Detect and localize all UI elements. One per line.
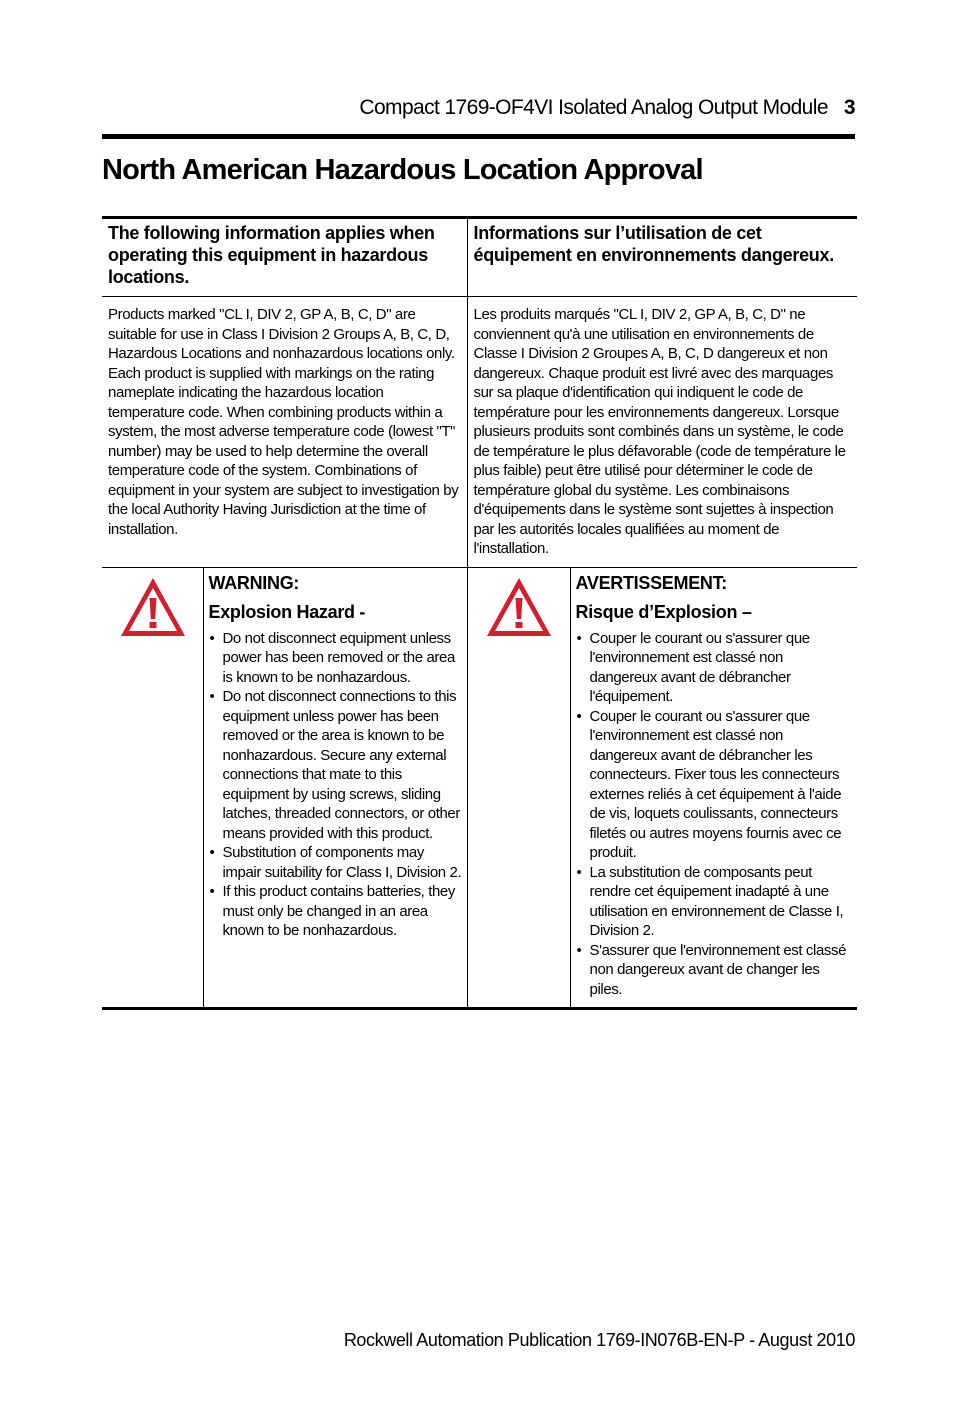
page-number: 3 [843, 96, 855, 119]
footer-publication: Rockwell Automation Publication 1769-IN076B-EN-P - August 2010 [343, 1330, 855, 1350]
list-item: • Couper le courant ou s'assurer que l'environnement est classé non dangereux avant de débrancher l'équipement. [576, 629, 854, 707]
running-header [102, 96, 855, 120]
french-warning-subtitle: Risque d’Explosion – [575, 601, 752, 622]
section-title: North American Hazardous Location Approval [102, 154, 703, 186]
list-item: • La substitution de composants peut rendre cet équipement inadapté à une utilisation en environnement de Classe I, Division 2. [576, 863, 854, 941]
english-warning [203, 567, 467, 1009]
list-item: • Do not disconnect connections to this equipment unless power has been removed or the area is known to be nonhazardous. Secure any external connections that mate to this equipment by using screws, sliding latches, threaded connectors, or other means provided with this product. [209, 687, 463, 843]
french-warning [570, 567, 857, 1009]
english-heading: The following information applies when operating this equipment in hazardous locations. [102, 218, 467, 297]
table-header-row [102, 218, 857, 297]
french-body: Les produits marqués "CL I, DIV 2, GP A, B, C, D" ne conviennent qu'à une utilisation en environnements de Classe I Division 2 Groupes A, B, C, D dangereux et non dangereux. Chaque produit est livré avec des marquages sur sa plaque d'identification qui indiquent le code de température pour les environnements dangereux. Lorsque plusieurs produits sont combinés dans un système, le code de température le plus défavorable (code de température le plus faible) peut être utilisé pour déterminer le code de température global du système. Les combinaisons d'équipements dans le système sont sujettes à inspection par les autorités locales qualifiées au moment de l'installation. [467, 297, 857, 568]
warning-triangle-icon [119, 576, 187, 638]
hazardous-location-table [102, 216, 857, 1010]
french-heading: Informations sur l’utilisation de cet équipement en environnements dangereux. [467, 218, 857, 297]
list-item: • Substitution of components may impair suitability for Class I, Division 2. [209, 843, 463, 882]
english-warning-list [209, 629, 463, 941]
list-item: • S'assurer que l'environnement est classé non dangereux avant de changer les piles. [576, 941, 854, 1000]
header-title: Compact 1769-OF4VI Isolated Analog Output Module [359, 96, 828, 119]
french-warning-label: AVERTISSEMENT: [575, 572, 727, 593]
list-item: • If this product contains batteries, they must only be changed in an area known to be nonhazardous. [209, 882, 463, 941]
french-warning-list [576, 629, 854, 1000]
english-warning-label: WARNING: [208, 572, 300, 593]
english-warning-subtitle: Explosion Hazard - [208, 601, 366, 622]
english-body: Products marked "CL I, DIV 2, GP A, B, C, D" are suitable for use in Class I Division 2 Groups A, B, C, D, Hazardous Locations and nonhazardous locations only. Each product is supplied with markings on the rating nameplate indicating the hazardous location temperature code. When combining products within a system, the most adverse temperature code (lowest "T" number) may be used to help determine the overall temperature code of the system. Combinations of equipment in your system are subject to investigation by the local Authority Having Jurisdiction at the time of installation. [102, 297, 467, 568]
list-item: • Do not disconnect equipment unless power has been removed or the area is known to be nonhazardous. [209, 629, 463, 688]
table-warning-row [102, 567, 857, 1009]
list-item: • Couper le courant ou s'assurer que l'environnement est classé non dangereux avant de débrancher les connecteurs. Fixer tous les connecteurs externes reliés à cet équipement à l'aide de vis, loquets coulissants, connecteurs filetés ou autres moyens fournis avec ce produit. [576, 707, 854, 863]
english-icon-cell [102, 567, 203, 1009]
warning-triangle-icon [485, 576, 553, 638]
header-rule [102, 134, 855, 139]
table-body-row [102, 297, 857, 568]
french-icon-cell [467, 567, 570, 1009]
